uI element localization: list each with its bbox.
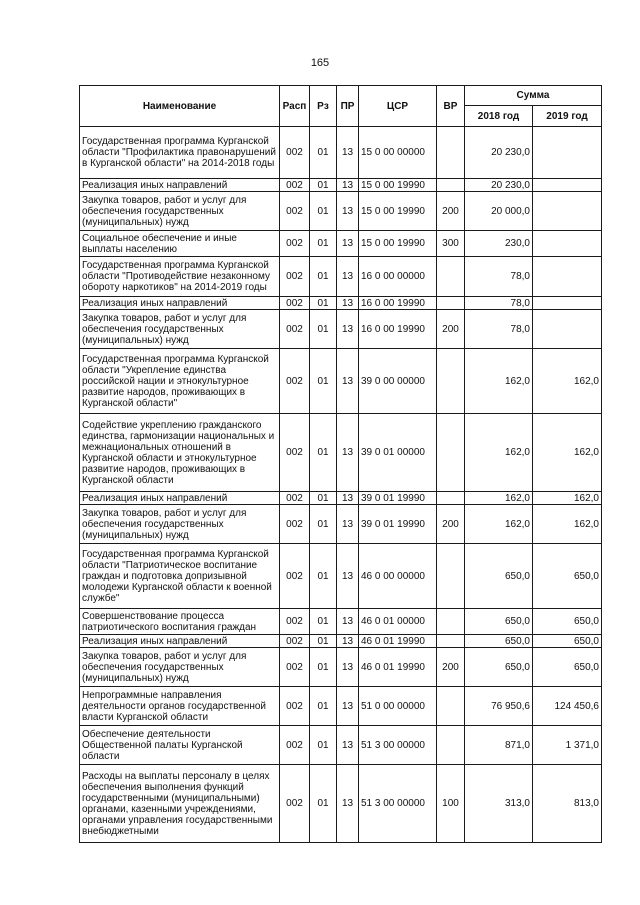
table-row bbox=[80, 635, 602, 648]
cell-2019: 124 450,6 bbox=[533, 687, 602, 726]
cell-csr: 39 0 01 19990 bbox=[359, 505, 437, 544]
cell-pr: 13 bbox=[337, 492, 359, 505]
cell-pr: 13 bbox=[337, 192, 359, 231]
cell-vr: 300 bbox=[437, 231, 465, 257]
table-row bbox=[80, 297, 602, 310]
cell-name: Реализация иных направлений bbox=[80, 297, 280, 310]
cell-2018: 650,0 bbox=[465, 635, 533, 648]
cell-rz: 01 bbox=[310, 726, 337, 765]
cell-csr: 39 0 00 00000 bbox=[359, 349, 437, 414]
cell-rz: 01 bbox=[310, 414, 337, 492]
cell-name: Социальное обеспечение и иные выплаты населению bbox=[80, 231, 280, 257]
cell-2018: 78,0 bbox=[465, 297, 533, 310]
cell-2018: 650,0 bbox=[465, 648, 533, 687]
cell-vr bbox=[437, 726, 465, 765]
cell-rz: 01 bbox=[310, 492, 337, 505]
cell-rz: 01 bbox=[310, 765, 337, 843]
cell-csr: 51 3 00 00000 bbox=[359, 726, 437, 765]
cell-2018: 650,0 bbox=[465, 544, 533, 609]
cell-rz: 01 bbox=[310, 505, 337, 544]
cell-2019: 162,0 bbox=[533, 349, 602, 414]
table-row bbox=[80, 349, 602, 414]
cell-pr: 13 bbox=[337, 231, 359, 257]
table-row bbox=[80, 609, 602, 635]
cell-2018: 162,0 bbox=[465, 505, 533, 544]
cell-name: Закупка товаров, работ и услуг для обеспечения государственных (муниципальных) нужд bbox=[80, 310, 280, 349]
cell-csr: 16 0 00 19990 bbox=[359, 297, 437, 310]
cell-rasp: 002 bbox=[280, 257, 310, 297]
cell-2018: 162,0 bbox=[465, 492, 533, 505]
table-body bbox=[80, 127, 602, 843]
cell-rz: 01 bbox=[310, 127, 337, 179]
cell-vr bbox=[437, 635, 465, 648]
cell-name: Расходы на выплаты персоналу в целях обеспечения выполнения функций государственными (муниципальными) органами, казенными учреждениями, органами управления государственными внебюджетными bbox=[80, 765, 280, 843]
cell-name: Реализация иных направлений bbox=[80, 635, 280, 648]
cell-rasp: 002 bbox=[280, 505, 310, 544]
table-row bbox=[80, 505, 602, 544]
table-row bbox=[80, 687, 602, 726]
cell-rasp: 002 bbox=[280, 349, 310, 414]
cell-vr: 200 bbox=[437, 505, 465, 544]
cell-pr: 13 bbox=[337, 127, 359, 179]
table-row bbox=[80, 648, 602, 687]
cell-2019: 162,0 bbox=[533, 492, 602, 505]
cell-2018: 650,0 bbox=[465, 609, 533, 635]
page-number: 165 bbox=[310, 57, 330, 69]
cell-2018: 20 230,0 bbox=[465, 127, 533, 179]
cell-vr bbox=[437, 544, 465, 609]
cell-name: Государственная программа Курганской области "Укрепление единства российской нации и этнокультурное развитие народов, проживающих в Курганской области" bbox=[80, 349, 280, 414]
header-sum: Сумма bbox=[465, 86, 602, 106]
cell-pr: 13 bbox=[337, 648, 359, 687]
cell-2018: 162,0 bbox=[465, 414, 533, 492]
table-row bbox=[80, 127, 602, 179]
cell-name: Закупка товаров, работ и услуг для обеспечения государственных (муниципальных) нужд bbox=[80, 648, 280, 687]
cell-pr: 13 bbox=[337, 257, 359, 297]
cell-2019 bbox=[533, 257, 602, 297]
table-row bbox=[80, 192, 602, 231]
cell-2018: 162,0 bbox=[465, 349, 533, 414]
cell-rasp: 002 bbox=[280, 726, 310, 765]
cell-name: Содействие укреплению гражданского единства, гармонизации национальных и межнациональных отношений в Курганской области и этнокультурное развитие народов, проживающих в Курганской области bbox=[80, 414, 280, 492]
cell-rasp: 002 bbox=[280, 765, 310, 843]
cell-vr bbox=[437, 127, 465, 179]
table-row bbox=[80, 765, 602, 843]
cell-rasp: 002 bbox=[280, 648, 310, 687]
cell-pr: 13 bbox=[337, 765, 359, 843]
header-2018: 2018 год bbox=[465, 106, 533, 127]
cell-rasp: 002 bbox=[280, 179, 310, 192]
cell-2018: 20 000,0 bbox=[465, 192, 533, 231]
cell-vr bbox=[437, 349, 465, 414]
header-pr: ПР bbox=[337, 86, 359, 127]
cell-csr: 16 0 00 00000 bbox=[359, 257, 437, 297]
cell-name: Непрограммные направления деятельности органов государственной власти Курганской области bbox=[80, 687, 280, 726]
cell-rasp: 002 bbox=[280, 492, 310, 505]
cell-rz: 01 bbox=[310, 310, 337, 349]
cell-2019 bbox=[533, 179, 602, 192]
cell-2019: 813,0 bbox=[533, 765, 602, 843]
cell-pr: 13 bbox=[337, 297, 359, 310]
cell-csr: 39 0 01 00000 bbox=[359, 414, 437, 492]
cell-pr: 13 bbox=[337, 179, 359, 192]
cell-rz: 01 bbox=[310, 349, 337, 414]
cell-rasp: 002 bbox=[280, 127, 310, 179]
cell-2019 bbox=[533, 231, 602, 257]
cell-rasp: 002 bbox=[280, 192, 310, 231]
table-row bbox=[80, 179, 602, 192]
cell-vr bbox=[437, 609, 465, 635]
cell-vr: 200 bbox=[437, 192, 465, 231]
cell-vr: 200 bbox=[437, 310, 465, 349]
cell-rasp: 002 bbox=[280, 635, 310, 648]
cell-2019 bbox=[533, 192, 602, 231]
header-2019: 2019 год bbox=[533, 106, 602, 127]
cell-2019 bbox=[533, 297, 602, 310]
header-vr: ВР bbox=[437, 86, 465, 127]
cell-2019: 650,0 bbox=[533, 544, 602, 609]
cell-rz: 01 bbox=[310, 635, 337, 648]
table-row bbox=[80, 231, 602, 257]
cell-2019: 650,0 bbox=[533, 648, 602, 687]
cell-vr bbox=[437, 492, 465, 505]
cell-vr bbox=[437, 297, 465, 310]
cell-csr: 15 0 00 19990 bbox=[359, 179, 437, 192]
cell-pr: 13 bbox=[337, 349, 359, 414]
cell-rz: 01 bbox=[310, 179, 337, 192]
cell-name: Государственная программа Курганской области "Патриотическое воспитание граждан и подготовка допризывной молодежи Курганской области к военной службе" bbox=[80, 544, 280, 609]
table-row bbox=[80, 310, 602, 349]
cell-2019: 162,0 bbox=[533, 505, 602, 544]
cell-rz: 01 bbox=[310, 297, 337, 310]
cell-name: Реализация иных направлений bbox=[80, 492, 280, 505]
table-row bbox=[80, 414, 602, 492]
cell-csr: 39 0 01 19990 bbox=[359, 492, 437, 505]
cell-csr: 46 0 01 19990 bbox=[359, 635, 437, 648]
cell-pr: 13 bbox=[337, 635, 359, 648]
cell-rasp: 002 bbox=[280, 687, 310, 726]
cell-csr: 51 0 00 00000 bbox=[359, 687, 437, 726]
cell-pr: 13 bbox=[337, 310, 359, 349]
cell-vr: 200 bbox=[437, 648, 465, 687]
cell-2018: 230,0 bbox=[465, 231, 533, 257]
cell-2019: 1 371,0 bbox=[533, 726, 602, 765]
cell-name: Государственная программа Курганской области "Профилактика правонарушений в Курганской области" на 2014-2018 годы bbox=[80, 127, 280, 179]
cell-rasp: 002 bbox=[280, 544, 310, 609]
cell-csr: 51 3 00 00000 bbox=[359, 765, 437, 843]
cell-2018: 871,0 bbox=[465, 726, 533, 765]
cell-2018: 313,0 bbox=[465, 765, 533, 843]
cell-name: Закупка товаров, работ и услуг для обеспечения государственных (муниципальных) нужд bbox=[80, 505, 280, 544]
cell-2019: 162,0 bbox=[533, 414, 602, 492]
header-name: Наименование bbox=[80, 86, 280, 127]
cell-vr bbox=[437, 179, 465, 192]
cell-name: Обеспечение деятельности Общественной палаты Курганской области bbox=[80, 726, 280, 765]
cell-pr: 13 bbox=[337, 505, 359, 544]
cell-pr: 13 bbox=[337, 544, 359, 609]
table-row bbox=[80, 257, 602, 297]
cell-csr: 15 0 00 19990 bbox=[359, 192, 437, 231]
cell-pr: 13 bbox=[337, 609, 359, 635]
cell-rasp: 002 bbox=[280, 297, 310, 310]
cell-rz: 01 bbox=[310, 544, 337, 609]
cell-vr: 100 bbox=[437, 765, 465, 843]
budget-table bbox=[79, 85, 602, 843]
cell-rz: 01 bbox=[310, 257, 337, 297]
cell-2018: 76 950,6 bbox=[465, 687, 533, 726]
cell-vr bbox=[437, 414, 465, 492]
table-header bbox=[80, 86, 602, 127]
cell-pr: 13 bbox=[337, 414, 359, 492]
cell-rz: 01 bbox=[310, 648, 337, 687]
table-row bbox=[80, 544, 602, 609]
cell-pr: 13 bbox=[337, 726, 359, 765]
cell-rz: 01 bbox=[310, 192, 337, 231]
cell-csr: 46 0 01 00000 bbox=[359, 609, 437, 635]
cell-name: Закупка товаров, работ и услуг для обеспечения государственных (муниципальных) нужд bbox=[80, 192, 280, 231]
cell-2018: 78,0 bbox=[465, 257, 533, 297]
cell-rz: 01 bbox=[310, 687, 337, 726]
cell-2019 bbox=[533, 127, 602, 179]
cell-name: Реализация иных направлений bbox=[80, 179, 280, 192]
cell-vr bbox=[437, 687, 465, 726]
cell-2018: 20 230,0 bbox=[465, 179, 533, 192]
cell-2019 bbox=[533, 310, 602, 349]
cell-rasp: 002 bbox=[280, 414, 310, 492]
cell-rasp: 002 bbox=[280, 310, 310, 349]
cell-2018: 78,0 bbox=[465, 310, 533, 349]
cell-rz: 01 bbox=[310, 609, 337, 635]
cell-2019: 650,0 bbox=[533, 635, 602, 648]
cell-rasp: 002 bbox=[280, 231, 310, 257]
cell-name: Совершенствование процесса патриотического воспитания граждан bbox=[80, 609, 280, 635]
cell-csr: 15 0 00 00000 bbox=[359, 127, 437, 179]
table-row bbox=[80, 726, 602, 765]
cell-rz: 01 bbox=[310, 231, 337, 257]
cell-csr: 16 0 00 19990 bbox=[359, 310, 437, 349]
cell-csr: 46 0 00 00000 bbox=[359, 544, 437, 609]
cell-2019: 650,0 bbox=[533, 609, 602, 635]
cell-csr: 15 0 00 19990 bbox=[359, 231, 437, 257]
cell-csr: 46 0 01 19990 bbox=[359, 648, 437, 687]
cell-vr bbox=[437, 257, 465, 297]
cell-pr: 13 bbox=[337, 687, 359, 726]
header-rasp: Расп bbox=[280, 86, 310, 127]
cell-rasp: 002 bbox=[280, 609, 310, 635]
cell-name: Государственная программа Курганской области "Противодействие незаконному обороту наркотиков" на 2014-2019 годы bbox=[80, 257, 280, 297]
header-rz: Рз bbox=[310, 86, 337, 127]
table-row bbox=[80, 492, 602, 505]
header-csr: ЦСР bbox=[359, 86, 437, 127]
